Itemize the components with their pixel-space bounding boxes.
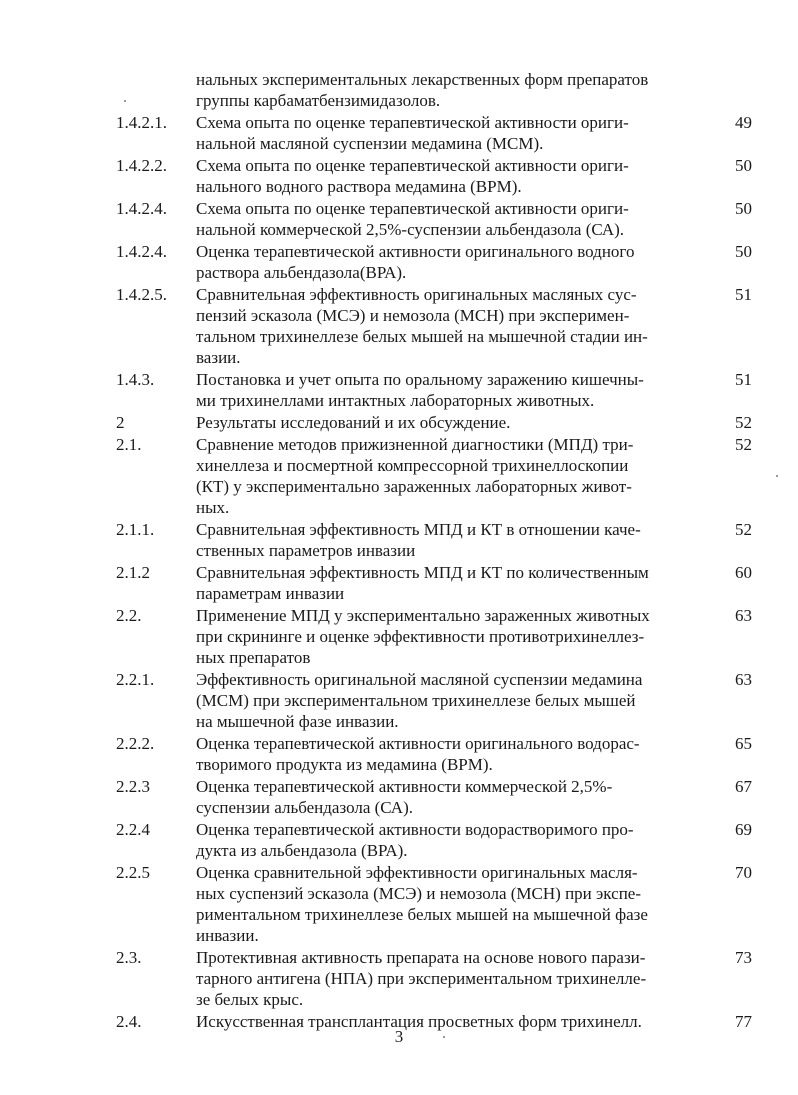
toc-entry xyxy=(0,605,798,668)
toc-entry xyxy=(0,241,798,283)
page-number: 3 xyxy=(394,1027,404,1046)
toc-entry xyxy=(0,733,798,775)
toc-entry xyxy=(0,412,798,433)
toc-entry-title: Сравнительная эффективность МПД и КТ по количественным параметрам инвазии xyxy=(196,563,649,603)
toc-entry xyxy=(0,562,798,604)
toc-entry xyxy=(0,155,798,197)
toc-entry-number: 1.4.3. xyxy=(116,370,155,389)
toc-entry-title: Схема опыта по оценке терапевтической активности ориги- нальной коммерческой 2,5%-суспензии альбендазола (СА). xyxy=(196,199,629,239)
toc-entry-page: 50 xyxy=(735,199,752,218)
toc-entry-title: Схема опыта по оценке терапевтической активности ориги- нальной масляной суспензии медамина (МСМ). xyxy=(196,113,629,153)
toc-entry-number: 1.4.2.2. xyxy=(116,156,167,175)
toc-entry-number: 2.1. xyxy=(116,435,142,454)
toc-entry-number: 2.4. xyxy=(116,1012,142,1031)
toc-entry-number: 2.2. xyxy=(116,606,142,625)
toc-entry-title: Оценка терапевтической активности водорастворимого про- дукта из альбендазола (ВРА). xyxy=(196,820,634,860)
toc-entry xyxy=(0,369,798,411)
toc-entry-page: 77 xyxy=(735,1012,752,1031)
toc-entry-number: 1.4.2.1. xyxy=(116,113,167,132)
toc-entry-number: 2.2.1. xyxy=(116,670,155,689)
toc-entry-page: 63 xyxy=(735,670,752,689)
toc-entry-number: 2.2.4 xyxy=(116,820,150,839)
toc-entry-title: Оценка сравнительной эффективности оригинальных масля- ных суспензий эсказола (МСЭ) и немозола (МСН) при экспе- риментальном трихинеллезе белых мышей на мышечной фазе инвазии. xyxy=(196,863,648,945)
toc-entry-page: 67 xyxy=(735,777,752,796)
toc-entry-page: 73 xyxy=(735,948,752,967)
toc-entry-title: Применение МПД у экспериментально зараженных животных при скрининге и оценке эффективности противотрихинеллез- ных препаратов xyxy=(196,606,650,667)
toc-entry-page: 51 xyxy=(735,285,752,304)
toc-entry-number: 2.2.5 xyxy=(116,863,150,882)
toc-entry-title: Сравнительная эффективность МПД и КТ в отношении каче- ственных параметров инвазии xyxy=(196,520,641,560)
toc-entry-page: 52 xyxy=(735,435,752,454)
toc-entry-title: Сравнительная эффективность оригинальных масляных сус- пензий эсказола (МСЭ) и немозола (МСН) при эксперимен- тальном трихинеллезе белых мышей на мышечной стадии ин- вазии. xyxy=(196,285,648,367)
toc-entry-title: Протективная активность препарата на основе нового парази- тарного антигена (НПА) при экспериментальном трихинелле- зе белых крыс. xyxy=(196,948,647,1009)
toc-entry-page: 50 xyxy=(735,242,752,261)
toc-entry-number: 1.4.2.4. xyxy=(116,242,167,261)
toc-entry-number: 1.4.2.5. xyxy=(116,285,167,304)
toc-entry-title: Результаты исследований и их обсуждение. xyxy=(196,413,511,432)
toc-entry-page: 65 xyxy=(735,734,752,753)
toc-entry-title: Постановка и учет опыта по оральному заражению кишечны- ми трихинеллами интактных лабораторных животных. xyxy=(196,370,644,410)
toc-entry-page: 51 xyxy=(735,370,752,389)
toc-entry-title: Сравнение методов прижизненной диагностики (МПД) три- хинеллеза и посмертной компрессорной трихинеллоскопии (КТ) у экспериментально зараженных лабораторных живот- ных. xyxy=(196,435,634,517)
toc-entry-page: 63 xyxy=(735,606,752,625)
toc-entry-title: Эффективность оригинальной масляной суспензии медамина (МСМ) при экспериментальном трихинеллезе белых мышей на мышечной фазе инвазии. xyxy=(196,670,643,731)
toc-entry-page: 52 xyxy=(735,520,752,539)
toc-entry-title: Искусственная трансплантация просветных форм трихинелл. xyxy=(196,1012,642,1031)
toc-entry-title: Схема опыта по оценке терапевтической активности ориги- нального водного раствора медамина (ВРМ). xyxy=(196,156,629,196)
toc-entry-page: 70 xyxy=(735,863,752,882)
toc-entry-number: 2.2.2. xyxy=(116,734,155,753)
toc-entry xyxy=(0,947,798,1010)
table-of-contents xyxy=(0,69,798,1033)
toc-entry xyxy=(0,519,798,561)
toc-entry-number: 2.1.2 xyxy=(116,563,150,582)
toc-entry xyxy=(0,776,798,818)
toc-entry xyxy=(0,669,798,732)
scan-speck xyxy=(124,100,126,102)
toc-entry-number: 2 xyxy=(116,413,125,432)
toc-entry xyxy=(0,862,798,946)
toc-entry xyxy=(0,69,798,111)
scan-speck xyxy=(443,1036,445,1038)
toc-entry-page: 69 xyxy=(735,820,752,839)
toc-entry-title: Оценка терапевтической активности оригинального водорас- творимого продукта из медамина (ВРМ). xyxy=(196,734,640,774)
toc-entry-number: 1.4.2.4. xyxy=(116,199,167,218)
toc-entry-page: 52 xyxy=(735,413,752,432)
toc-entry-title: нальных экспериментальных лекарственных форм препаратов группы карбаматбензимидазолов. xyxy=(196,70,649,110)
toc-entry-page: 50 xyxy=(735,156,752,175)
toc-entry-number: 2.1.1. xyxy=(116,520,155,539)
toc-entry xyxy=(0,819,798,861)
toc-entry xyxy=(0,284,798,368)
toc-entry xyxy=(0,112,798,154)
toc-entry xyxy=(0,198,798,240)
scan-speck xyxy=(776,475,778,477)
toc-entry-number: 2.2.3 xyxy=(116,777,150,796)
toc-entry xyxy=(0,434,798,518)
toc-entry-page: 49 xyxy=(735,113,752,132)
toc-entry-page: 60 xyxy=(735,563,752,582)
toc-entry-title: Оценка терапевтической активности оригинального водного раствора альбендазола(ВРА). xyxy=(196,242,635,282)
toc-entry-number: 2.3. xyxy=(116,948,142,967)
toc-entry-title: Оценка терапевтической активности коммерческой 2,5%- суспензии альбендазола (СА). xyxy=(196,777,613,817)
